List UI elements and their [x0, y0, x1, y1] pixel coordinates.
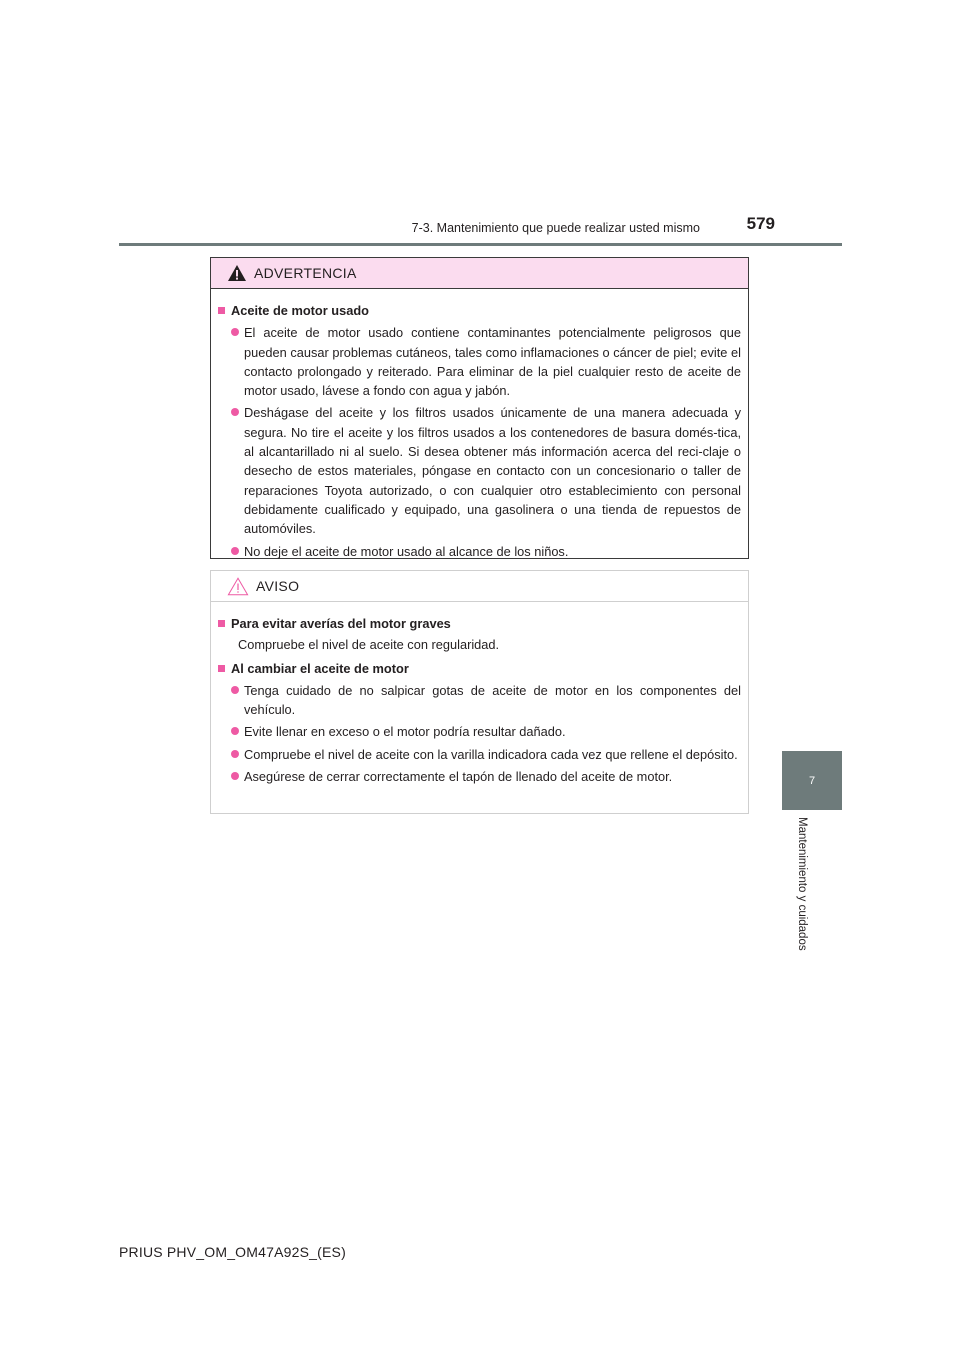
list-item-text: Tenga cuidado de no salpicar gotas de aceite de motor en los componentes del vehículo. [244, 682, 741, 718]
round-bullet-icon [231, 727, 239, 735]
document-id: PRIUS PHV_OM_OM47A92S_(ES) [119, 1244, 346, 1260]
square-bullet-icon [218, 620, 225, 627]
notice-section-title-text: Para evitar averías del motor graves [231, 616, 451, 631]
round-bullet-icon [231, 547, 239, 555]
warning-box-title: ADVERTENCIA [254, 265, 357, 281]
page-number: 579 [746, 214, 775, 233]
warning-box-header [211, 258, 748, 289]
notice-section-text: Compruebe el nivel de aceite con regularidad. [238, 637, 500, 653]
list-item [218, 542, 741, 561]
round-bullet-icon [231, 772, 239, 780]
square-bullet-icon [218, 665, 225, 672]
list-item [218, 403, 741, 538]
notice-section-title-text: Al cambiar el aceite de motor [231, 660, 409, 676]
round-bullet-icon [231, 686, 239, 694]
notice-box-title: AVISO [256, 578, 300, 594]
list-item [218, 767, 741, 786]
notice-section-title [218, 614, 741, 633]
chapter-tab [782, 751, 842, 810]
warning-triangle-filled-icon [227, 264, 247, 282]
notice-box-header [211, 571, 748, 602]
warning-section-title [218, 301, 741, 320]
list-item-text: Asegúrese de cerrar correctamente el tapón de llenado del aceite de motor. [244, 769, 673, 785]
round-bullet-icon [231, 408, 239, 416]
warning-triangle-outline-icon [227, 577, 249, 596]
warning-box-body [211, 289, 748, 561]
list-item [218, 722, 741, 741]
header-rule [119, 243, 842, 246]
notice-box-body [211, 602, 748, 786]
chapter-side-label: Mantenimiento y cuidados [796, 817, 808, 951]
list-item-text: Compruebe el nivel de aceite con la varilla indicadora cada vez que rellene el depósito. [244, 746, 738, 762]
chapter-number: 7 [808, 774, 816, 787]
notice-section-title [218, 659, 741, 678]
list-item-text: Deshágase del aceite y los filtros usados únicamente de una manera adecuada y segura. No tire el aceite y los filtros usados a los contenedores de basura domés-tica, al alcantarillado ni al suelo. Si desea obtener más información acerca del reci-claje o desecho de estos materiales, póngase en contacto con un concesionario o taller de reparaciones Toyota autorizado, o con cualquier otro establecimiento con personal debidamente cualificado y equipado, una gasolinera o una tienda de repuestos de automóviles. [244, 405, 741, 537]
list-item-text: No deje el aceite de motor usado al alcance de los niños. [244, 543, 569, 559]
list-item [218, 745, 741, 764]
square-bullet-icon [218, 307, 225, 314]
warning-section-title-text: Aceite de motor usado [231, 303, 369, 318]
list-item [218, 681, 741, 720]
running-header-title: 7-3. Mantenimiento que puede realizar usted mismo [411, 221, 700, 235]
list-item-text: Evite llenar en exceso o el motor podría resultar dañado. [244, 724, 566, 740]
list-item-text: El aceite de motor usado contiene contaminantes potencialmente peligrosos que pueden causar problemas cutáneos, tales como inflamaciones o cáncer de piel; evite el contacto prolongado y reiterado. Para eliminar de la piel cualquier resto de aceite de motor usado, lávese a fondo con agua y jabón. [244, 325, 741, 399]
round-bullet-icon [231, 750, 239, 758]
warning-box [210, 257, 749, 559]
notice-box [210, 570, 749, 814]
round-bullet-icon [231, 328, 239, 336]
list-item [218, 323, 741, 400]
